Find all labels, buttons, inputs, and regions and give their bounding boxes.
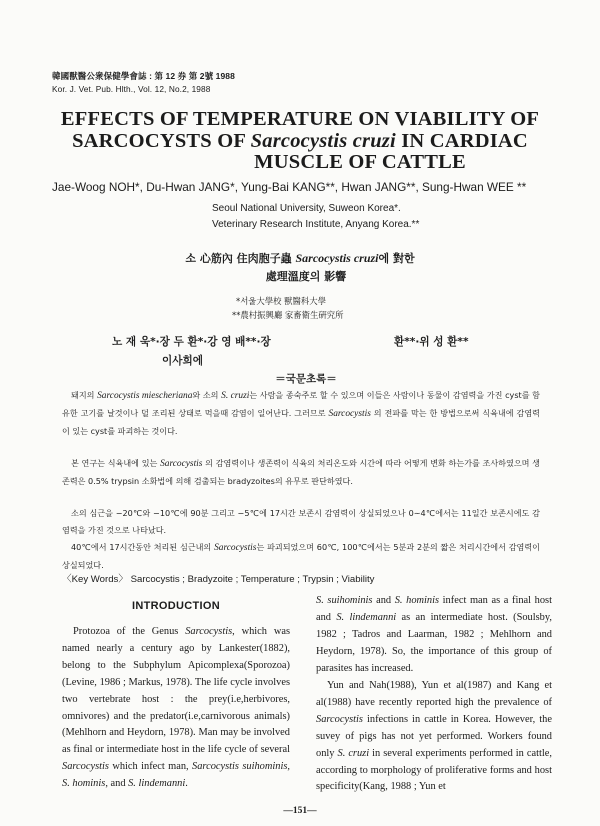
korean-title-text: 소 心筋內 住肉胞子蟲 [185,252,296,265]
korean-affiliation-1: *서울大學校 獸醫科大學 [236,296,327,306]
italic-term: S. suihominis [316,595,373,606]
korean-abstract-paragraph-1: 돼지의 Sarcocystis miescheriana와 소의 S. cruzi는 사람을 종숙주로 할 수 있으며 이들은 사람이나 동물이 감염력을 가진 cyst를 함유한 고기를 날것이나 덜 조리된 상태로 먹을때 감염이 일어난다. 그러므로 Sarcocystis 의 전파를 막는 한 방법으로써 식육내에 감염력이 있는 cyst를 파괴하는 것이다. [62,390,541,436]
introduction-left-paragraph: Protozoa of the Genus Sarcocystis, which was named nearly a century ago by Lankester(1882), belong to the Subphylum Apicomplexa(Sporozoa) (Levine, 1986 ; Markus, 1978). The life cycle involves two vertebrate host : the prey(i.e,herbivores, omnivores) and the predator(i.e,carnivorous animals) (Mehlhorn and Heydorn, 1978). Man may be involved as final or intermediate host in the life cycle of several Sarcocystis which infect man, Sarcocystis suihominis, S. hominis, and S. lindemanni. [62,626,290,790]
italic-term: Sarcocystis suihominis, S. hominis [62,761,290,790]
title-species: Sarcocystis cruzi [250,130,396,152]
korean-title-line-1 [0,250,600,266]
korean-title-line-2: 處理溫度의 影響 [265,270,347,283]
journal-header-english: Kor. J. Vet. Pub. Hlth., Vol. 12, No.2, 1988 [52,84,211,94]
key-words: 〈Key Words〉 Sarcocystis ; Bradyzoite ; Temperature ; Trypsin ; Viability [62,574,375,585]
italic-term: Sarcocystis miescheriana [97,391,193,401]
korean-abstract-paragraph-2: 본 연구는 식육내에 있는 Sarcocystis 의 감염력이나 생존력이 식육의 처리온도와 시간에 따라 어떻게 변화 하는가를 조사하였으며 생존력은 0.5% trypsin 소화법에 의해 검출되는 bradyzoites의 유무로 판단하였다. [62,458,540,486]
korean-abstract-heading: ＝국문초록＝ [275,373,337,385]
italic-term: S. lindemanni [128,778,186,790]
italic-term: S. cruzi [337,747,370,759]
korean-authors-line-2: 이사희에 [162,355,203,367]
italic-term: Sarcocystis [328,408,371,419]
korean-authors-line-1a: 노 재 욱*·장 두 환*·강 영 배**·장 [112,336,271,348]
italic-term: Sarcocystis [160,459,203,469]
korean-abstract-paragraph-4: 40℃에서 17시간동안 처리된 심근내의 Sarcocystis는 파괴되었으며 60℃, 100℃에서는 5분과 2분의 짧은 처리시간에서 감염력이 상실되었다. [62,542,540,570]
italic-term: Sarcocystis [214,543,257,553]
page-number: —151— [283,806,317,816]
title-text: SARCOCYSTS OF [72,130,251,152]
introduction-heading: INTRODUCTION [132,600,220,612]
italic-term: Sarcocystis [62,761,109,773]
italic-term: S. cruzi [221,391,250,401]
korean-affiliation-2: **農村振興廳 家畜衛生硏究所 [232,310,344,320]
introduction-right-paragraph-1: S. suihominis and S. hominis infect man as a final host and S. lindemanni as an intermediate host. (Soulsby, 1982 ; Tadros and Laarman, 1982 ; Mehlhorn and Heydorn, 1978). So, the importance of this group of parasites has increased. [316,595,552,674]
author-list: Jae-Woog NOH*, Du-Hwan JANG*, Yung-Bai KANG**, Hwan JANG**, Sung-Hwan WEE ** [52,180,527,194]
italic-term: S. hominis [394,595,440,606]
italic-term: Sarcocystis [316,713,363,725]
affiliation-2: Veterinary Research Institute, Anyang Korea.** [212,219,420,230]
paper-title-line-3: MUSCLE OF CATTLE [254,151,466,173]
affiliation-1: Seoul National University, Suweon Korea*. [212,203,401,214]
korean-abstract-paragraph-3: 소의 심근을 −20℃와 −10℃에 90분 그리고 −5℃에 17시간 보존시 감염력이 상실되었으나 0∼4℃에서는 11일간 보존시에도 감염력을 가진 것으로 나타났다. [62,508,540,535]
italic-term: Sarcocystis [185,626,233,637]
korean-authors-line-1b: 환**·위 성 환** [394,336,469,348]
paper-title-line-1: EFFECTS OF TEMPERATURE ON VIABILITY OF [60,108,540,130]
korean-title-species: Sarcocystis cruzi [295,251,379,265]
paper-title-line-2 [0,130,600,152]
introduction-right-paragraph-2: Yun and Nah(1988), Yun et al(1987) and Kang et al(1988) have recently reported high the prevalence of Sarcocystis infections in cattle in Korea. However, the suvey of pigs has not yet performed. Workers found only S. cruzi in several experiments performed in cattle, according to morphology of proliferative forms and host specificity(Kang, 1988 ; Yun et [316,680,552,793]
italic-term: S. lindemanni [336,611,397,623]
korean-title-text: 에 對한 [378,252,415,265]
title-text: IN CARDIAC [395,130,528,152]
journal-header-korean: 韓國獸醫公衆保健學會誌 : 第 12 券 第 2號 1988 [52,71,235,81]
